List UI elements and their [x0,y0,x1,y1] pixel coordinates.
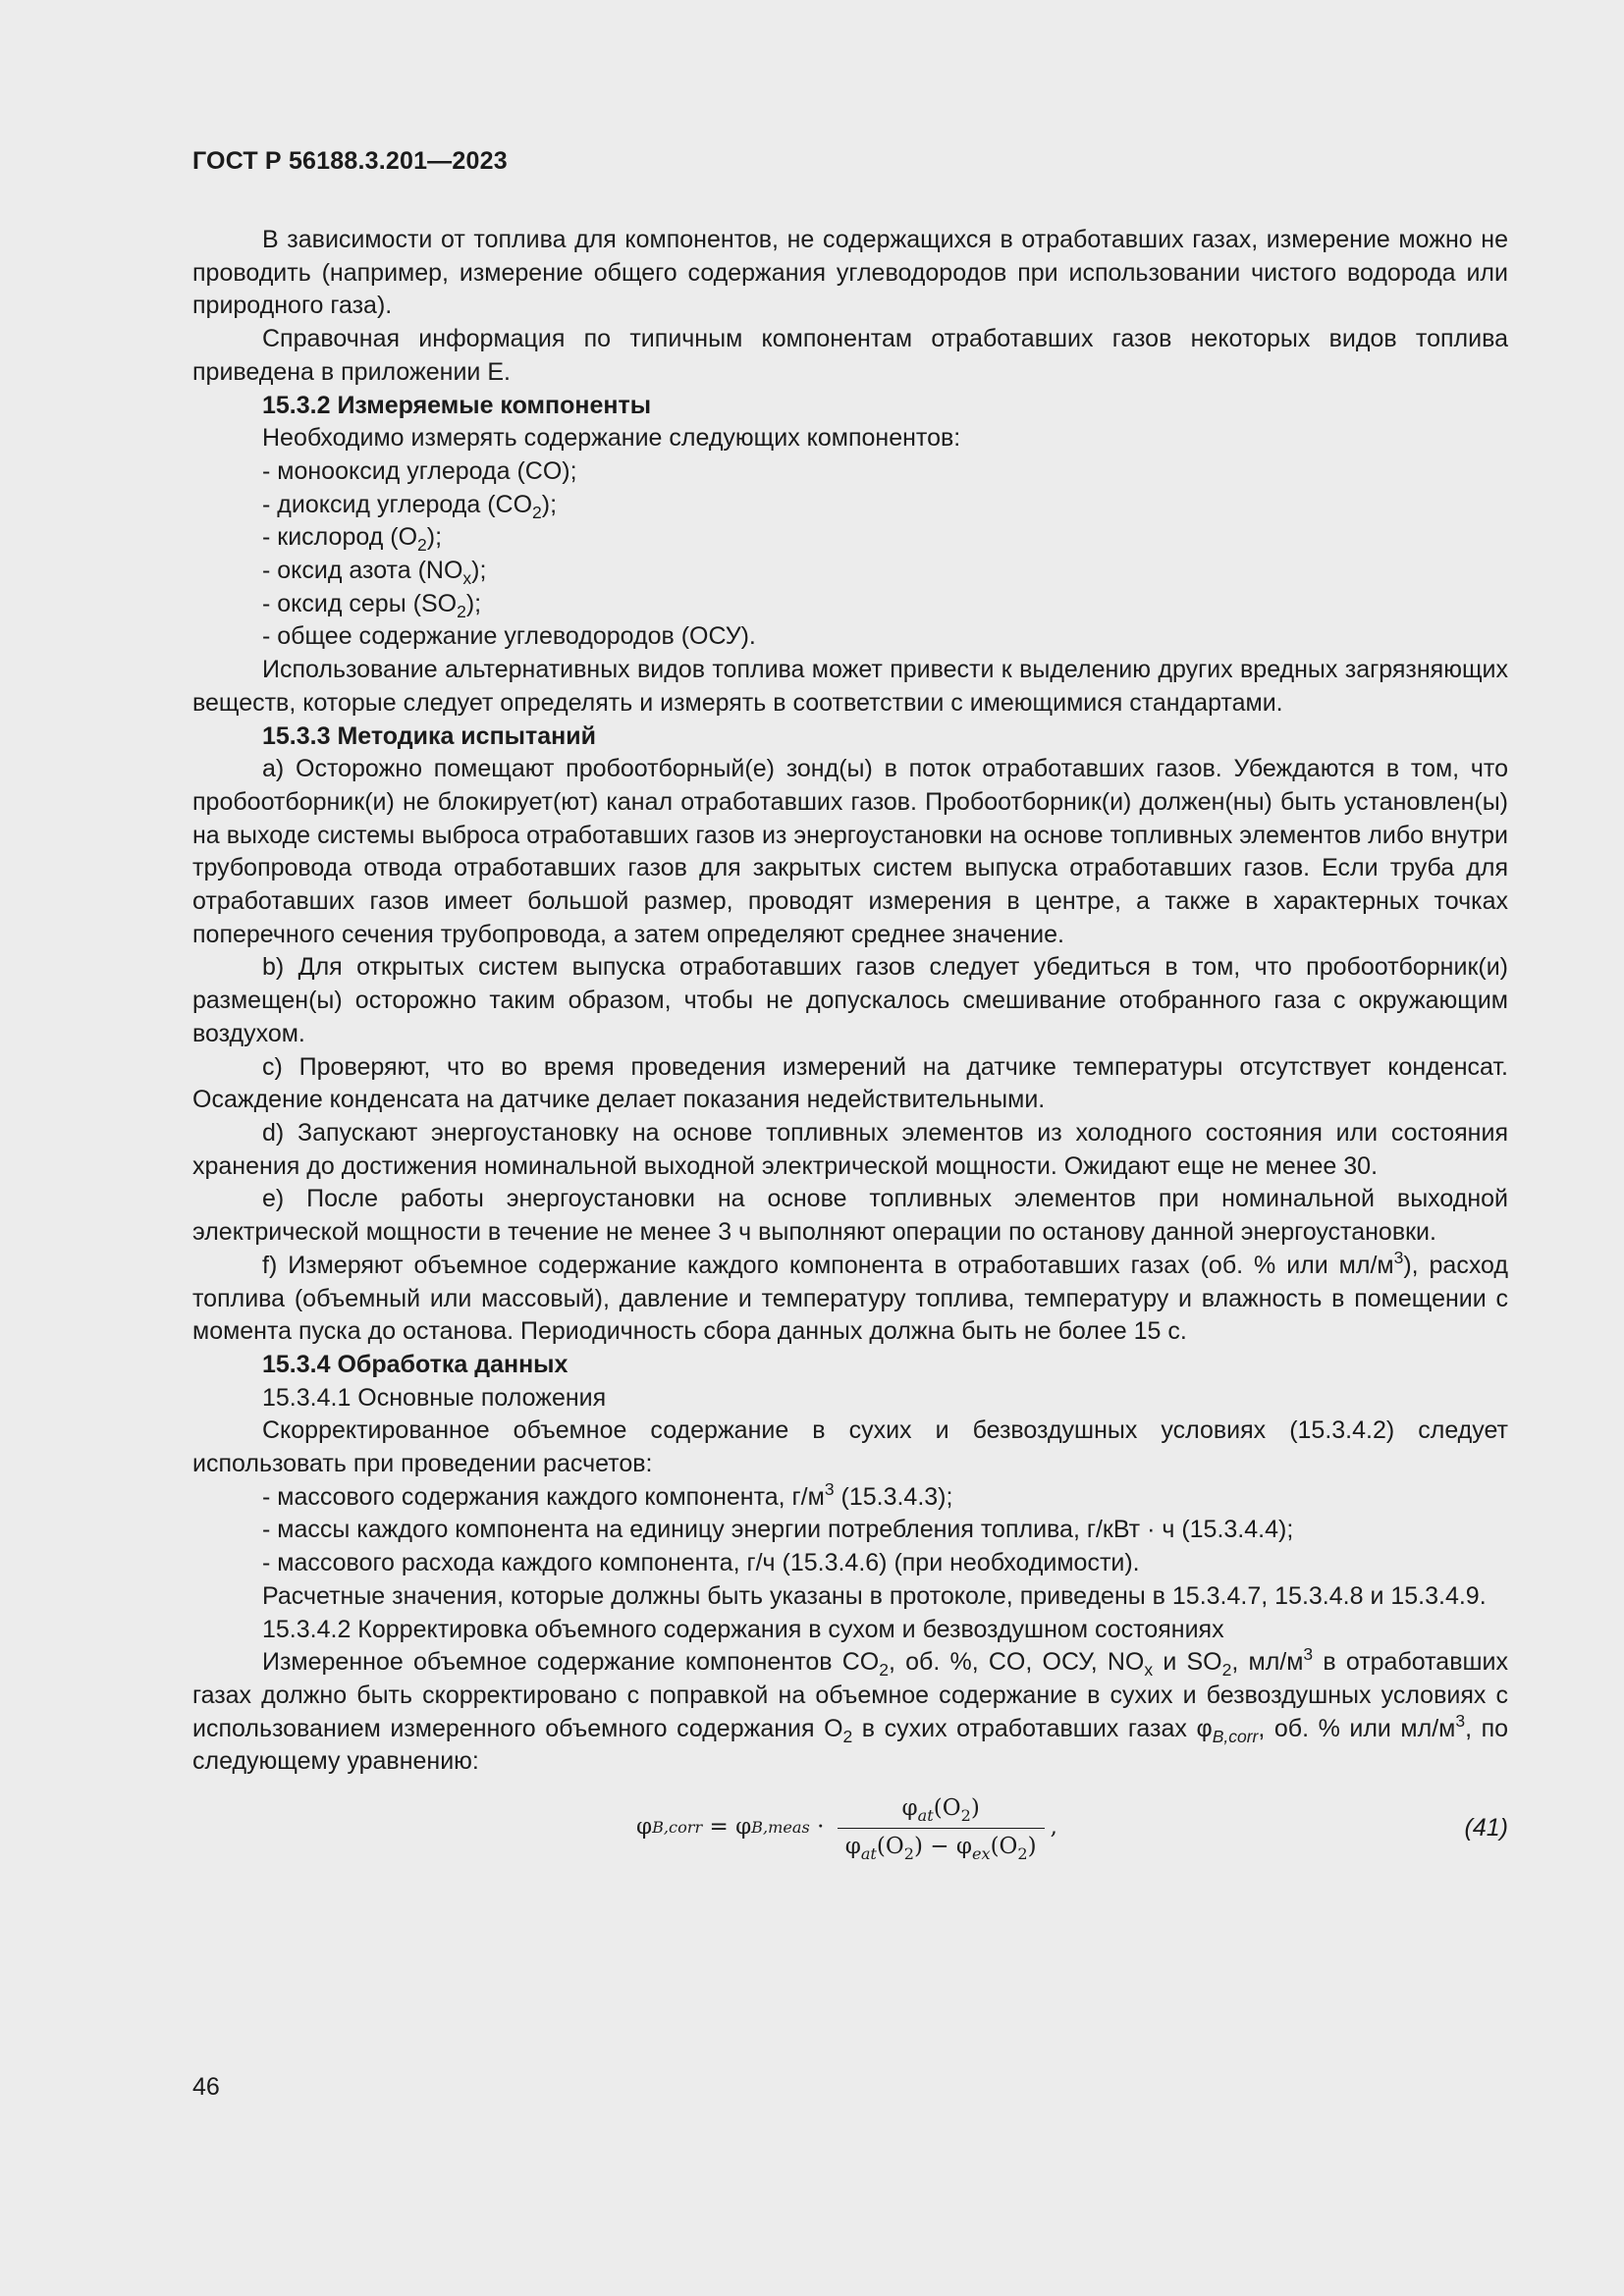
list-item: - массы каждого компонента на единицу энергии потребления топлива, г/кВт · ч (15.3.4.4); [262,1514,1508,1547]
list-item: - монооксид углерода (CO); [262,455,1508,489]
paragraph: Скорректированное объемное содержание в сухих и безвоздушных условиях (15.3.4.2) следует использовать при проведении расчетов: [192,1416,1508,1478]
subsection-heading-15-3-4-1: 15.3.4.1 Основные положения [262,1383,607,1412]
equation-expression: φ B,corr = φ B,meas · $\frac{\varphi_{at}(O_2)}{\varphi_{at}(O_2) - \varphi_{ex}(O_2)}$ , [636,1792,1057,1863]
list-item: - массового расхода каждого компонента, г/ч (15.3.4.6) (при необходимости). [262,1547,1508,1580]
list-item: - оксид азота $(NO_x)$; [262,555,1508,588]
fraction-numerator: $\varphi_{at}(O_2)$ [901,1795,980,1826]
paragraph-f: f) Измеряют объемное содержание каждого компонента в отработавших газах (об. % или $мл/м^3$), расход топлива (объемный или массовый), давление и температуру топлива, температуру и влажность в помещении с момента пуска до останова. Периодичность сбора данных должна быть не более 15 с. [192,1247,1508,1346]
paragraph: Использование альтернативных видов топлива может привести к выделению других вредных загрязняющих веществ, которые следует определять и измерять в соответствии с имеющимися стандартами. [192,656,1508,717]
paragraph-e: e) После работы энергоустановки на основе топливных элементов при номинальной выходной электрической мощности в течение не менее 3 ч выполняют операции по останову данной энергоустановки. [192,1185,1508,1247]
document-body [192,224,1508,1863]
fraction-denominator: $\varphi_{at}(O_2) - \varphi_{ex}(O_2)$ [838,1828,1045,1864]
paragraph-a: а) Осторожно помещают пробоотборный(е) зонд(ы) в поток отработавших газов. Убеждаются в том, что пробоотборник(и) не блокирует(ют) канал отработавших газов. Пробоотборник(и) должен(ны) быть установлен(ы) на выходе системы выброса отработавших газов из энергоустановки на основе топливных элементов либо внутри трубопровода отвода отработавших газов для закрытых систем выпуска отработавших газов. Если труба для отработавших газов имеет большой размер, проводят измерения в центре, а также в характерных точках поперечного сечения трубопровода, а затем определяют среднее значение. [192,755,1508,948]
list-item: - диоксид углерода $(CO_2)$; [262,489,1508,522]
list-item: - оксид серы $(SO_2)$; [262,588,1508,621]
equation-fraction [838,1792,1045,1863]
paragraph: Необходимо измерять содержание следующих компонентов: [262,424,961,453]
paragraph: В зависимости от топлива для компонентов, не содержащихся в отработавших газах, измерение можно не проводить (например, измерение общего содержания углеводородов при использовании чистого водорода или природного газа). [192,226,1508,320]
section-heading-15-3-4: 15.3.4 Обработка данных [262,1350,568,1378]
page-number: 46 [192,2073,220,2101]
equation-41 [192,1785,1508,1863]
equation-number: (41) [1464,1814,1508,1842]
section-heading-15-3-3: 15.3.3 Методика испытаний [262,721,597,750]
paragraph-d: d) Запускают энергоустановку на основе топливных элементов из холодного состояния или состояния хранения до достижения номинальной выходной электрической мощности. Ожидают еще не менее 30. [192,1118,1508,1180]
paragraph: Расчетные значения, которые должны быть указаны в протоколе, приведены в 15.3.4.7, 15.3.4.8 и 15.3.4.9. [262,1581,1487,1610]
list-item: - общее содержание углеводородов (ОСУ). [262,620,1508,654]
paragraph: Справочная информация по типичным компонентам отработавших газов некоторых видов топлива приведена в приложении Е. [192,325,1508,386]
calculations-list [192,1478,1508,1580]
paragraph: Измеренное объемное содержание компонентов $CO_2$, об. %, CO, ОСУ, $NO_x$ и $SO_2$, $мл/м^3$ в отработавших газах должно быть скорректировано с поправкой на объемное содержание в сухих и безвоздушных условиях с использованием измеренного объемного содержания $O_2$ в сухих отработавших газах $\varphi_{B,corr}$, об. % или $мл/м^3$, по следующему уравнению: [192,1644,1509,1776]
list-item: - кислород $(O_2)$; [262,521,1508,555]
paragraph-b: b) Для открытых систем выпуска отработавших газов следует убедиться в том, что пробоотборник(и) размещен(ы) осторожно таким образом, чтобы не допускалось смешивание отобранного газа с окружающим воздухом. [192,953,1508,1047]
document-header: ГОСТ Р 56188.3.201—2023 [192,147,508,175]
section-heading-15-3-2: 15.3.2 Измеряемые компоненты [262,391,652,419]
paragraph-c: c) Проверяют, что во время проведения измерений на датчике температуры отсутствует конденсат. Осаждение конденсата на датчике делает показания недействительными. [192,1052,1508,1114]
subsection-heading-15-3-4-2: 15.3.4.2 Корректировка объемного содержания в сухом и безвоздушном состояниях [262,1615,1224,1643]
list-item: - массового содержания каждого компонента, $г/м^3$ (15.3.4.3); [262,1481,1508,1515]
components-list [192,455,1508,654]
